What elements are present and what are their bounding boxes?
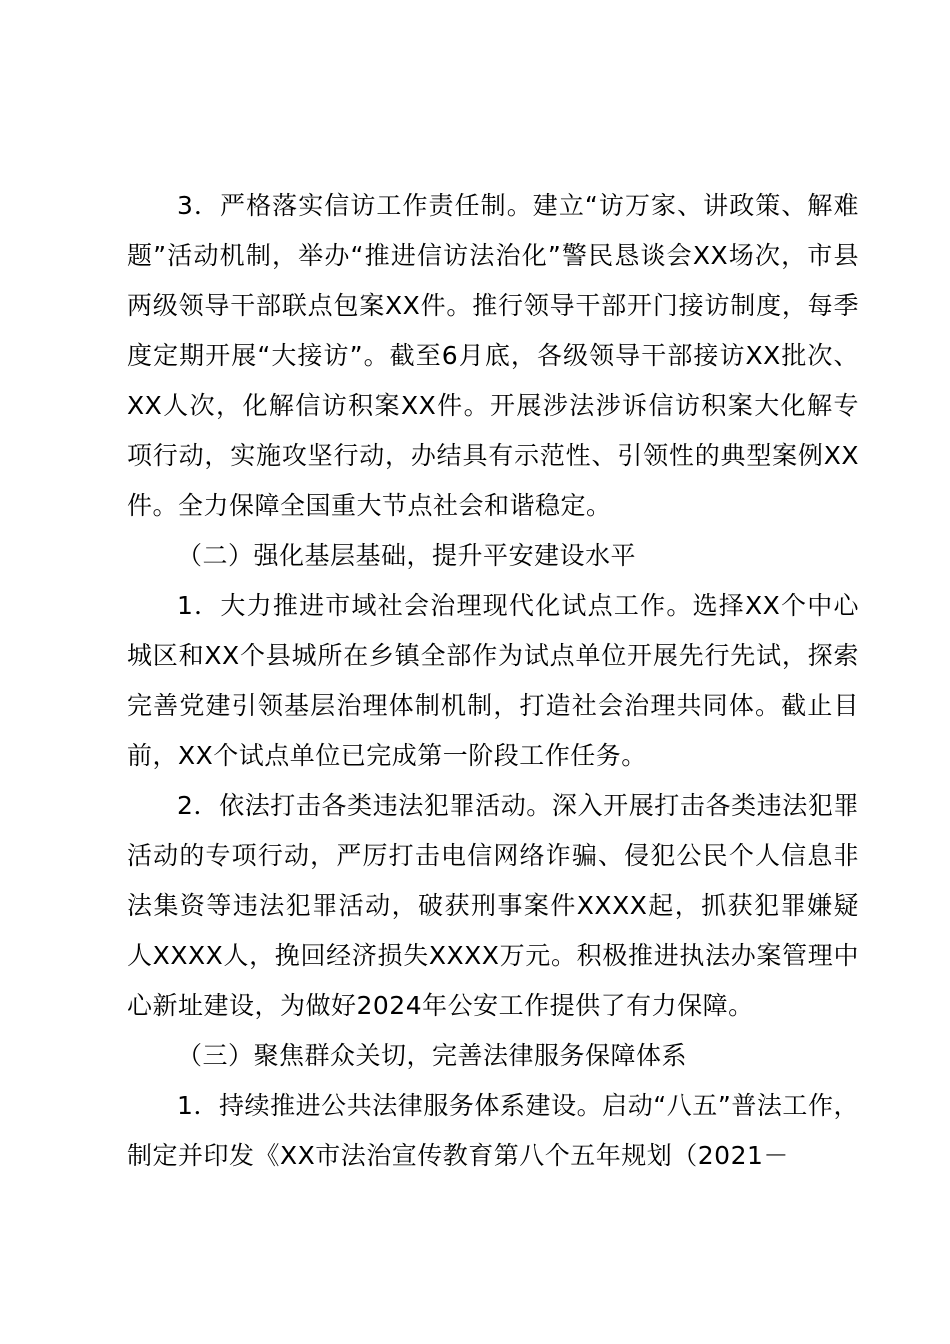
section-heading-legal-services: （三）聚焦群众关切，完善法律服务保障体系 [177,1041,688,1070]
paragraph-petition-responsibility: 3．严格落实信访工作责任制。建立“访万家、讲政策、解难题”活动机制，举办“推进信访法治化”警民恳谈会XX场次，市县两级领导干部联点包案XX件。推行领导干部开门接访制度，每季度定期开展“大接访”。截至6月底，各级领导干部接访XX批次、XX人次，化解信访积案XX件。开展涉法涉诉信访积案大化解专项行动，实施攻坚行动，办结具有示范性、引领性的典型案例XX件。全力保障全国重大节点社会和谐稳定。 [127,191,859,520]
section-heading-grassroots: （二）强化基层基础，提升平安建设水平 [177,541,637,570]
document-body [127,181,859,1181]
paragraph-crime-crackdown: 2．依法打击各类违法犯罪活动。深入开展打击各类违法犯罪活动的专项行动，严厉打击电信网络诈骗、侵犯公民个人信息非法集资等违法犯罪活动，破获刑事案件XXXX起，抓获犯罪嫌疑人XXXX人，挽回经济损失XXXX万元。积极推进执法办案管理中心新址建设，为做好2024年公安工作提供了有力保障。 [127,791,859,1020]
paragraph-public-legal-services: 1．持续推进公共法律服务体系建设。启动“八五”普法工作，制定并印发《XX市法治宣传教育第八个五年规划（2021－ [127,1091,859,1170]
paragraph-governance-pilot: 1．大力推进市域社会治理现代化试点工作。选择XX个中心城区和XX个县城所在乡镇全部作为试点单位开展先行先试，探索完善党建引领基层治理体制机制，打造社会治理共同体。截止目前，XX个试点单位已完成第一阶段工作任务。 [127,591,859,770]
